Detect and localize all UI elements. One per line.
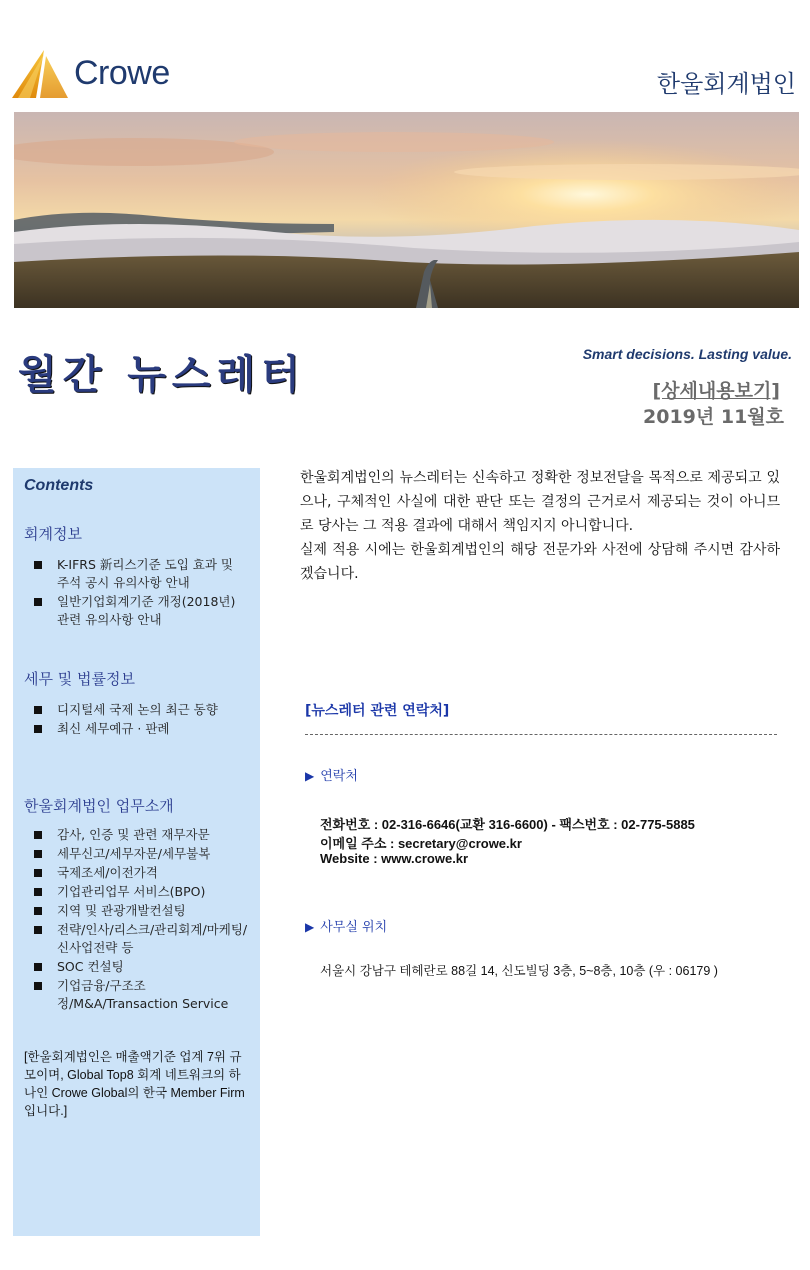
firm-name: 한울회계법인 (656, 70, 796, 98)
website-line[interactable]: Website : www.crowe.kr (320, 851, 469, 866)
square-bullet-icon (34, 706, 42, 714)
triangle-right-icon: ▶ (305, 769, 315, 783)
phone-fax-line: 전화번호 : 02-316-6646(교환 316-6600) - 팩스번호 : 02-775-5885 (320, 817, 695, 832)
hero-landscape-image (14, 112, 799, 308)
consultation-paragraph: 실제 적용 시에는 한울회계법인의 해당 전문가와 사전에 상담해 주시면 감사하겠습니다. (300, 542, 780, 582)
contact-heading: [뉴스레터 관련 연락처] (305, 703, 450, 719)
list-item[interactable]: 일반기업회계기준 개정(2018년) 관련 유의사항 안내 (13, 593, 260, 629)
issue-date: 2019년 11월호 (643, 406, 784, 428)
email-line[interactable]: 이메일 주소 : secretary@crowe.kr (320, 836, 522, 851)
square-bullet-icon (34, 963, 42, 971)
list-item[interactable]: 지역 및 관광개발컨설팅 (13, 902, 260, 920)
square-bullet-icon (34, 725, 42, 733)
square-bullet-icon (34, 869, 42, 877)
services-list (13, 826, 260, 1014)
contents-sidebar (13, 468, 260, 1236)
firm-description-note: [한울회계법인은 매출액기준 업계 7위 규모이며, Global Top8 회계 네트워크의 하나인 Crowe Global의 한국 Member Firm 입니다.] (24, 1050, 245, 1118)
disclaimer-paragraph: 한울회계법인의 뉴스레터는 신속하고 정확한 정보전달을 목적으로 제공되고 있으나, 구체적인 사실에 대한 판단 또는 결정의 근거로서 제공되는 것이 아니므로 당사는 그 적용 결과에 대해서 책임지지 아니합니다. (300, 470, 780, 534)
list-item[interactable]: 감사, 인증 및 관련 재무자문 (13, 826, 260, 844)
section-title-tax-legal: 세무 및 법률정보 (24, 670, 135, 688)
square-bullet-icon (34, 850, 42, 858)
tagline: Smart decisions. Lasting value. (582, 346, 792, 362)
square-bullet-icon (34, 982, 42, 990)
section-title-accounting: 회계정보 (24, 525, 82, 543)
triangle-right-icon: ▶ (305, 920, 315, 934)
list-item[interactable]: 기업관리업무 서비스(BPO) (13, 883, 260, 901)
list-item[interactable]: 최신 세무예규 · 판례 (13, 720, 230, 738)
view-details-link[interactable]: [상세내용보기] (652, 380, 780, 402)
list-item[interactable]: 디지털세 국제 논의 최근 동향 (13, 701, 230, 719)
logo-text: Crowe (74, 54, 170, 92)
square-bullet-icon (34, 907, 42, 915)
section-title-services: 한울회계법인 업무소개 (24, 797, 174, 815)
square-bullet-icon (34, 831, 42, 839)
contents-heading: Contents (24, 477, 94, 494)
tax-legal-list (13, 701, 230, 739)
square-bullet-icon (34, 561, 42, 569)
accounting-list (13, 556, 260, 630)
list-item[interactable]: 세무신고/세무자문/세무불복 (13, 845, 260, 863)
office-subheading: ▶ 사무실 위치 (305, 920, 388, 935)
square-bullet-icon (34, 598, 42, 606)
list-item[interactable]: K-IFRS 新리스기준 도입 효과 및 주석 공시 유의사항 안내 (13, 556, 260, 592)
office-address: 서울시 강남구 테헤란로 88길 14, 신도빌딩 3층, 5~8층, 10층 (우 : 06179 ) (320, 964, 718, 978)
list-item[interactable]: 전략/인사/리스크/관리회계/마케팅/신사업전략 등 (13, 921, 260, 957)
dashed-divider (305, 734, 777, 735)
list-item[interactable]: SOC 컨설팅 (13, 958, 260, 976)
contact-subheading: ▶ 연락처 (305, 769, 358, 784)
crowe-logo-mark-icon (10, 48, 74, 100)
square-bullet-icon (34, 926, 42, 934)
disclaimer-text (300, 466, 780, 586)
list-item[interactable]: 국제조세/이전가격 (13, 864, 260, 882)
square-bullet-icon (34, 888, 42, 896)
list-item[interactable]: 기업금융/구조조정/M&A/Transaction Service (13, 977, 260, 1013)
newsletter-title: 월간 뉴스레터 (18, 352, 306, 398)
